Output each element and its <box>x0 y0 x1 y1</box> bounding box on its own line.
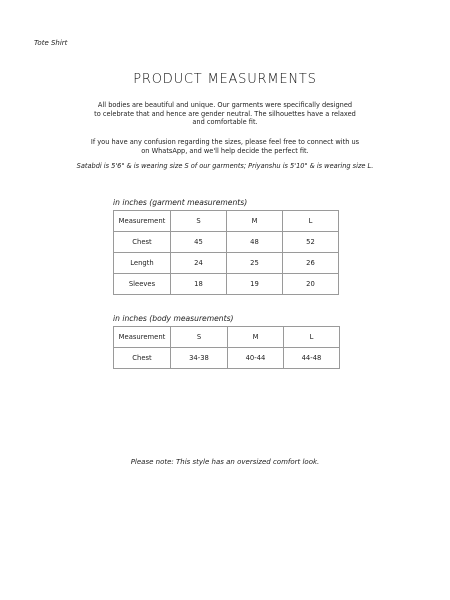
contact-paragraph <box>0 138 450 155</box>
table-cell: 44-48 <box>284 348 340 369</box>
table-cell: Sleeves <box>114 274 171 295</box>
table-cell: 26 <box>283 253 339 274</box>
table-row <box>114 348 340 369</box>
intro-line: All bodies are beautiful and unique. Our garments were specifically designed <box>97 101 353 109</box>
header-cell: L <box>284 327 340 348</box>
header-cell: Measurement <box>114 327 171 348</box>
header-cell: L <box>283 211 339 232</box>
header-cell: M <box>228 327 284 348</box>
style-note: Please note: This style has an oversized comfort look. <box>130 458 320 466</box>
table-cell: Chest <box>114 232 171 253</box>
table-cell: 34-38 <box>171 348 228 369</box>
table-header-row <box>114 211 339 232</box>
intro-paragraph <box>0 101 450 127</box>
table-cell: 52 <box>283 232 339 253</box>
header-cell: S <box>171 327 228 348</box>
intro-line: and comfortable fit. <box>192 118 258 127</box>
intro-line: to celebrate that and hence are gender neutral. The silhouettes have a relaxed <box>94 109 356 118</box>
body-table-caption: in inches (body measurements) <box>113 314 234 323</box>
table-cell: 24 <box>171 253 227 274</box>
garment-table-caption: in inches (garment measurements) <box>113 198 248 207</box>
body-measurements-table <box>113 326 340 369</box>
header-cell: S <box>171 211 227 232</box>
table-row <box>114 274 339 295</box>
page-label: Tote Shirt <box>34 39 68 47</box>
table-cell: Length <box>114 253 171 274</box>
table-cell: 20 <box>283 274 339 295</box>
garment-measurements-table <box>113 210 339 295</box>
table-cell: 40-44 <box>228 348 284 369</box>
table-row <box>114 253 339 274</box>
table-row <box>114 232 339 253</box>
table-cell: 48 <box>227 232 283 253</box>
table-cell: 19 <box>227 274 283 295</box>
header-cell: Measurement <box>114 211 171 232</box>
table-cell: 18 <box>171 274 227 295</box>
contact-line: on WhatsApp, and we'll help decide the perfect fit. <box>141 146 309 155</box>
table-header-row <box>114 327 340 348</box>
table-cell: 45 <box>171 232 227 253</box>
page-title: PRODUCT MEASURMENTS <box>133 72 317 87</box>
contact-line: If you have any confusion regarding the sizes, please feel free to connect with us <box>90 138 360 146</box>
model-info: Satabdi is 5'6" & is wearing size S of our garments; Priyanshu is 5'10" & is wearing size L. <box>76 162 374 170</box>
table-cell: 25 <box>227 253 283 274</box>
header-cell: M <box>227 211 283 232</box>
table-cell: Chest <box>114 348 171 369</box>
